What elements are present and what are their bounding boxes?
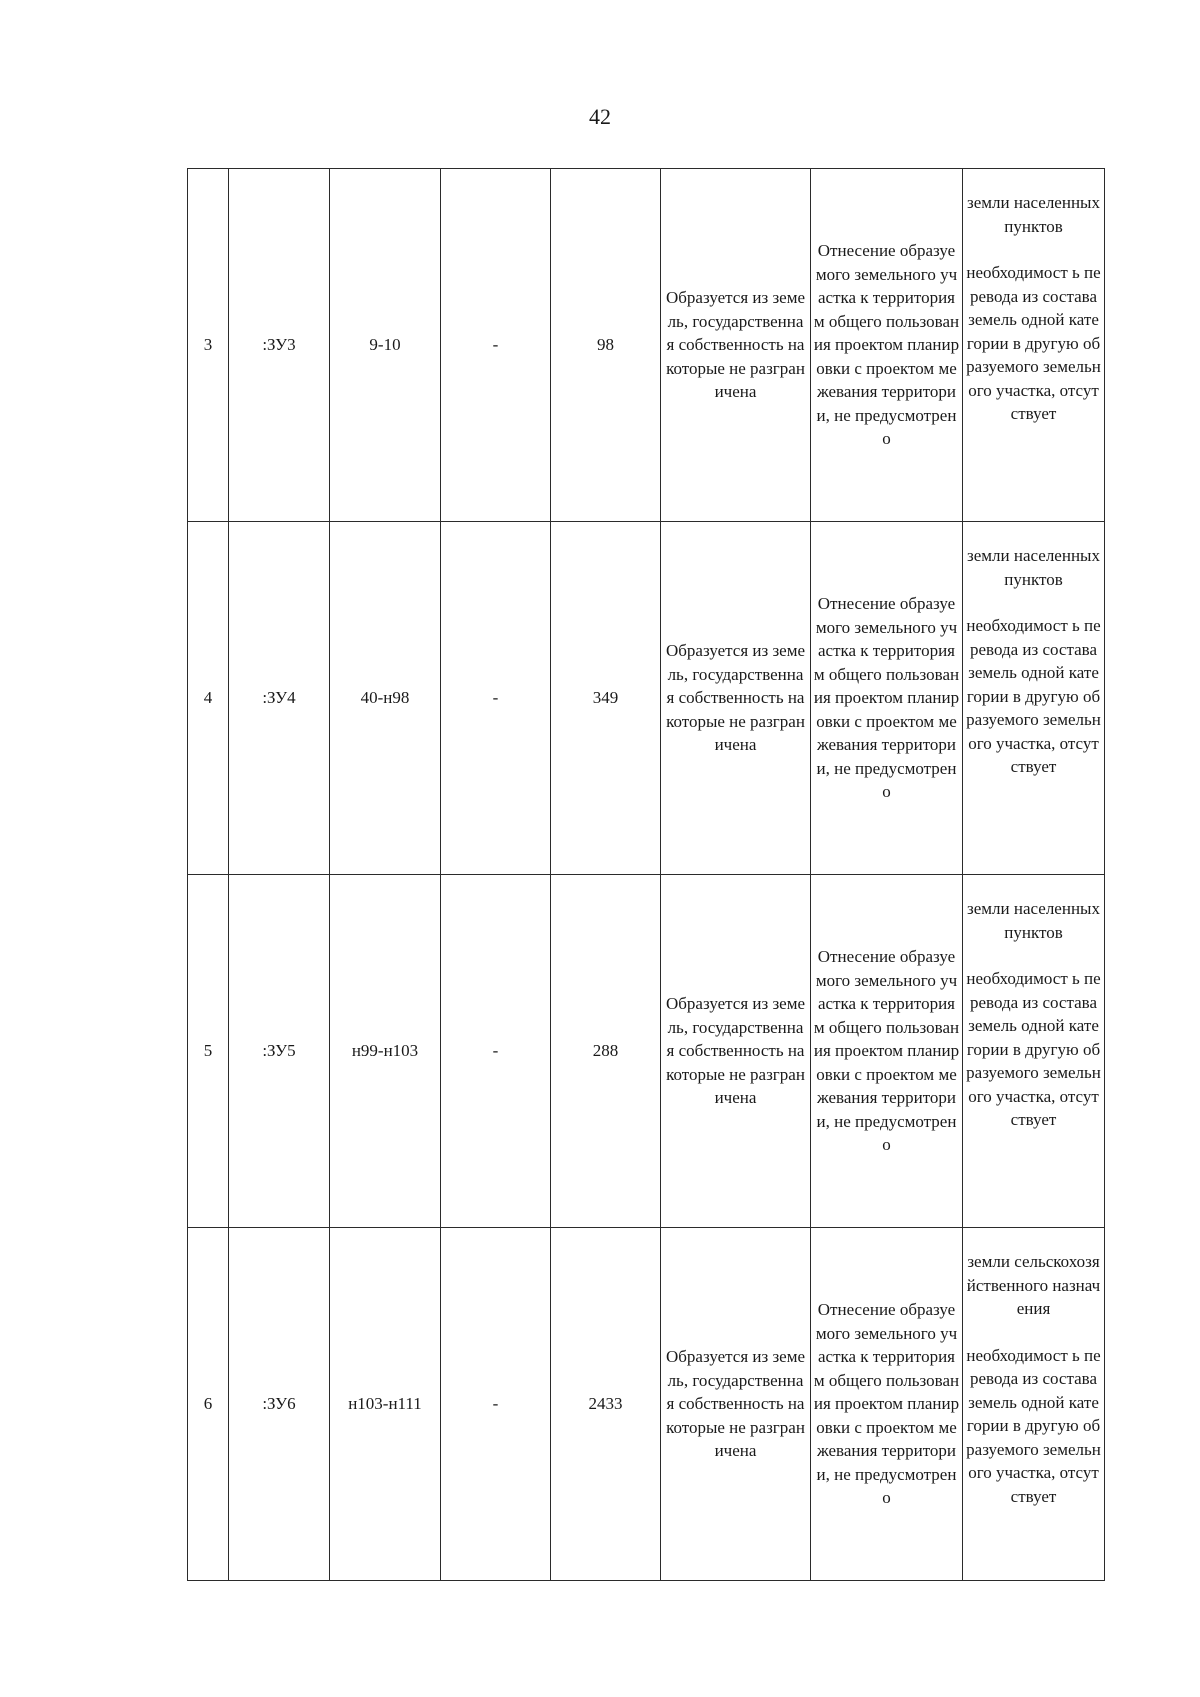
page-number: 42 bbox=[589, 104, 611, 129]
public-use-allocation: Отнесение образуемого земельного участка к территориям общего пользования проектом планировки с проектом межевания территории, не предусмотрено bbox=[811, 1228, 963, 1581]
land-category: земли населенных пунктов bbox=[967, 193, 1100, 236]
land-category: земли населенных пунктов bbox=[967, 899, 1100, 942]
formation-source: Образуется из земель, государственна я собственность накоторые не разграничена bbox=[661, 169, 811, 522]
boundary-points: н103-н111 bbox=[330, 1228, 441, 1581]
row-number: 6 bbox=[188, 1228, 229, 1581]
land-parcel-table bbox=[187, 168, 1105, 1581]
formation-source: Образуется из земель, государственна я собственность накоторые не разграничена bbox=[661, 1228, 811, 1581]
parcel-designation: :ЗУ6 bbox=[229, 1228, 330, 1581]
empty-dash-cell: - bbox=[441, 1228, 551, 1581]
public-use-allocation: Отнесение образуемого земельного участка к территориям общего пользования проектом планировки с проектом межевания территории, не предусмотрено bbox=[811, 169, 963, 522]
land-category: земли сельскохозяйственного назначения bbox=[966, 1252, 1101, 1318]
table-row bbox=[188, 1228, 1105, 1581]
formation-source: Образуется из земель, государственна я собственность накоторые не разграничена bbox=[661, 875, 811, 1228]
table-row bbox=[188, 875, 1105, 1228]
category-transfer-note: необходимост ь перевода из состава земель одной категории в другую образуемого земельного участка, отсутствует bbox=[966, 969, 1101, 1129]
parcel-area: 2433 bbox=[551, 1228, 661, 1581]
empty-dash-cell: - bbox=[441, 522, 551, 875]
row-number: 4 bbox=[188, 522, 229, 875]
empty-dash-cell: - bbox=[441, 169, 551, 522]
row-number: 3 bbox=[188, 169, 229, 522]
parcel-area: 288 bbox=[551, 875, 661, 1228]
land-category-cell bbox=[963, 169, 1105, 522]
category-transfer-note: необходимост ь перевода из состава земель одной категории в другую образуемого земельного участка, отсутствует bbox=[966, 616, 1101, 776]
boundary-points: н99-н103 bbox=[330, 875, 441, 1228]
parcel-area: 98 bbox=[551, 169, 661, 522]
land-category-cell bbox=[963, 875, 1105, 1228]
empty-dash-cell: - bbox=[441, 875, 551, 1228]
public-use-allocation: Отнесение образуемого земельного участка к территориям общего пользования проектом планировки с проектом межевания территории, не предусмотрено bbox=[811, 875, 963, 1228]
public-use-allocation: Отнесение образуемого земельного участка к территориям общего пользования проектом планировки с проектом межевания территории, не предусмотрено bbox=[811, 522, 963, 875]
category-transfer-note: необходимост ь перевода из состава земель одной категории в другую образуемого земельного участка, отсутствует bbox=[966, 263, 1101, 423]
land-category: земли населенных пунктов bbox=[967, 546, 1100, 589]
parcel-area: 349 bbox=[551, 522, 661, 875]
land-category-cell bbox=[963, 1228, 1105, 1581]
boundary-points: 9-10 bbox=[330, 169, 441, 522]
parcel-designation: :ЗУ4 bbox=[229, 522, 330, 875]
parcel-designation: :ЗУ5 bbox=[229, 875, 330, 1228]
row-number: 5 bbox=[188, 875, 229, 1228]
formation-source: Образуется из земель, государственна я собственность накоторые не разграничена bbox=[661, 522, 811, 875]
table-row bbox=[188, 522, 1105, 875]
category-transfer-note: необходимост ь перевода из состава земель одной категории в другую образуемого земельного участка, отсутствует bbox=[966, 1345, 1101, 1506]
table-row bbox=[188, 169, 1105, 522]
boundary-points: 40-н98 bbox=[330, 522, 441, 875]
parcel-designation: :ЗУ3 bbox=[229, 169, 330, 522]
land-category-cell bbox=[963, 522, 1105, 875]
